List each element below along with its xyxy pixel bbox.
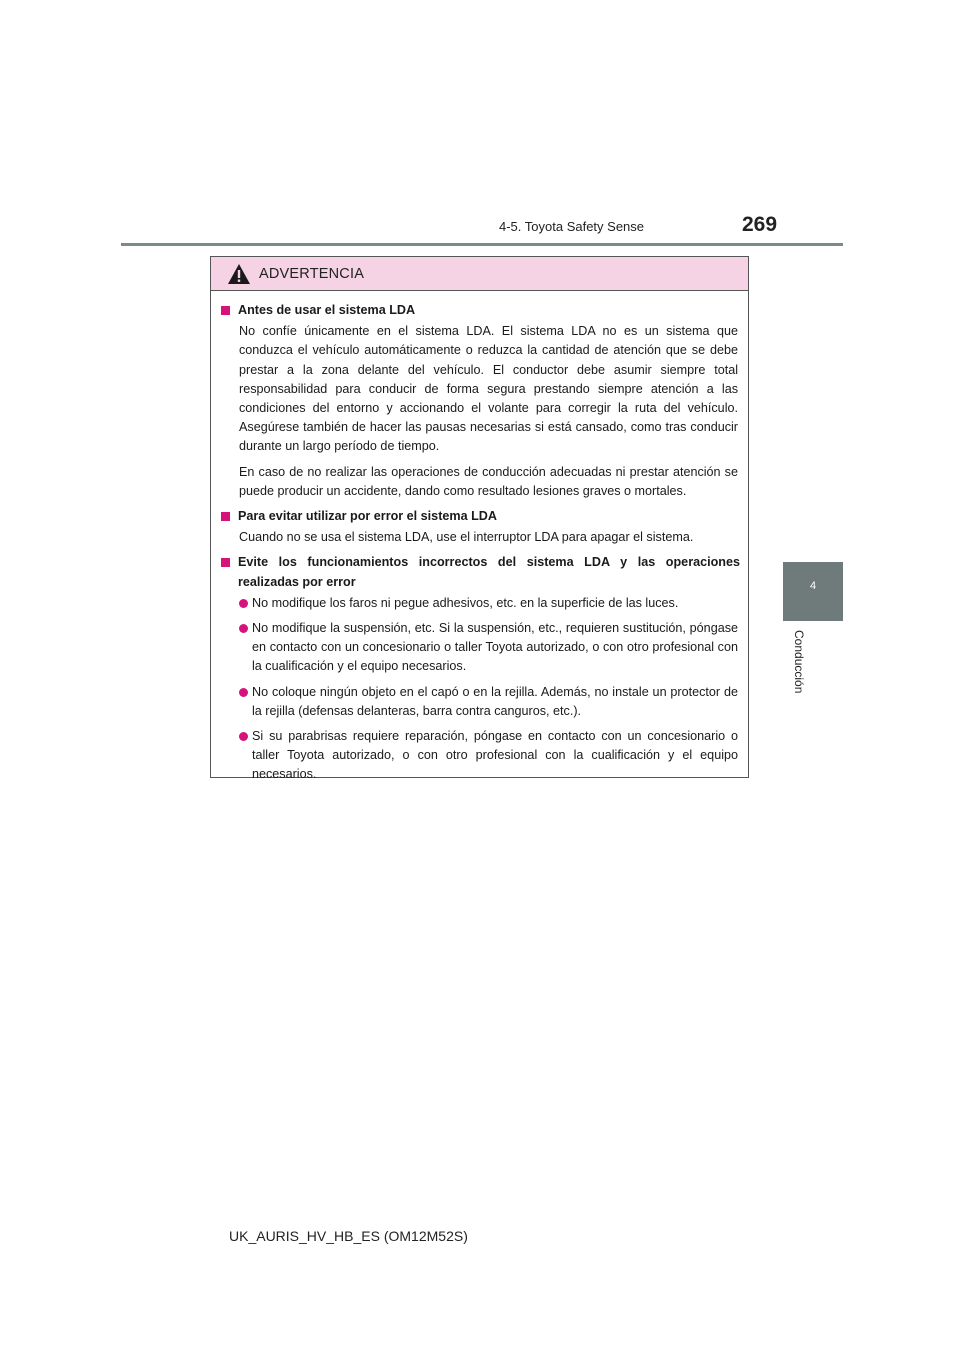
list-item-text: No modifique la suspensión, etc. Si la suspensión, etc., requieren sustitución, póngase en contacto con un concesionario o taller Toyota autorizado, o con otro profesional con la cualificación y el equipo necesarios. — [252, 621, 738, 674]
warning-section — [221, 553, 740, 784]
section-heading — [221, 553, 740, 591]
square-bullet-icon — [221, 306, 230, 315]
warning-header — [211, 257, 748, 291]
warning-section — [221, 301, 740, 501]
section-heading-text: Para evitar utilizar por error el sistema LDA — [238, 509, 497, 524]
list-item-text: Si su parabrisas requiere reparación, póngase en contacto con un concesionario o taller Toyota autorizado, o con otro profesional con la cualificación y el equipo necesarios. — [252, 729, 738, 782]
list-item — [239, 683, 740, 721]
paragraph: En caso de no realizar las operaciones de conducción adecuadas ni prestar atención se puede producir un accidente, dando como resultado lesiones graves o mortales. — [239, 464, 738, 498]
paragraph: Cuando no se usa el sistema LDA, use el interruptor LDA para apagar el sistema. — [239, 530, 694, 545]
section-heading-text: Antes de usar el sistema LDA — [238, 303, 416, 317]
chapter-tab[interactable] — [783, 562, 843, 621]
header-section-title: 4-5. Toyota Safety Sense — [499, 219, 645, 234]
warning-section — [221, 507, 740, 547]
section-heading — [221, 301, 740, 320]
page-number: 269 — [742, 213, 778, 236]
warning-box — [210, 256, 749, 782]
warning-title: ADVERTENCIA — [259, 265, 365, 282]
header-divider — [121, 243, 843, 246]
warning-body — [211, 291, 748, 785]
list-item-text: No modifique los faros ni pegue adhesivos, etc. en la superficie de las luces. — [252, 595, 679, 610]
dot-bullet-icon — [239, 732, 248, 741]
warning-triangle-icon — [227, 263, 251, 285]
chapter-name: Conducción — [792, 630, 806, 694]
list-item — [239, 619, 740, 677]
dot-bullet-icon — [239, 624, 248, 633]
square-bullet-icon — [221, 512, 230, 521]
chapter-number: 4 — [809, 580, 817, 592]
section-heading — [221, 507, 740, 526]
list-item-text: No coloque ningún objeto en el capó o en la rejilla. Además, no instale un protector de la rejilla (defensas delanteras, barra contra canguros, etc.). — [252, 684, 738, 718]
list-item — [239, 727, 740, 785]
dot-bullet-icon — [239, 599, 248, 608]
square-bullet-icon — [221, 558, 230, 567]
section-heading-text: Evite los funcionamientos incorrectos del sistema LDA y las operaciones realizadas por error — [238, 555, 740, 589]
paragraph: No confíe únicamente en el sistema LDA. El sistema LDA no es un sistema que conduzca el vehículo automáticamente o reduzca la cantidad de atención que se debe prestar a la zona delante del vehículo. El conductor debe asumir siempre total responsabilidad para conducir de forma segura prestando siempre atención a las condiciones del entorno y accionando el volante para corregir la ruta del vehículo. Asegúrese también de hacer las pausas necesarias si está cansado, como tras conducir durante un largo período de tiempo. — [239, 324, 738, 454]
document-code: UK_AURIS_HV_HB_ES (OM12M52S) — [229, 1228, 468, 1244]
dot-bullet-icon — [239, 688, 248, 697]
list-item — [239, 594, 740, 613]
